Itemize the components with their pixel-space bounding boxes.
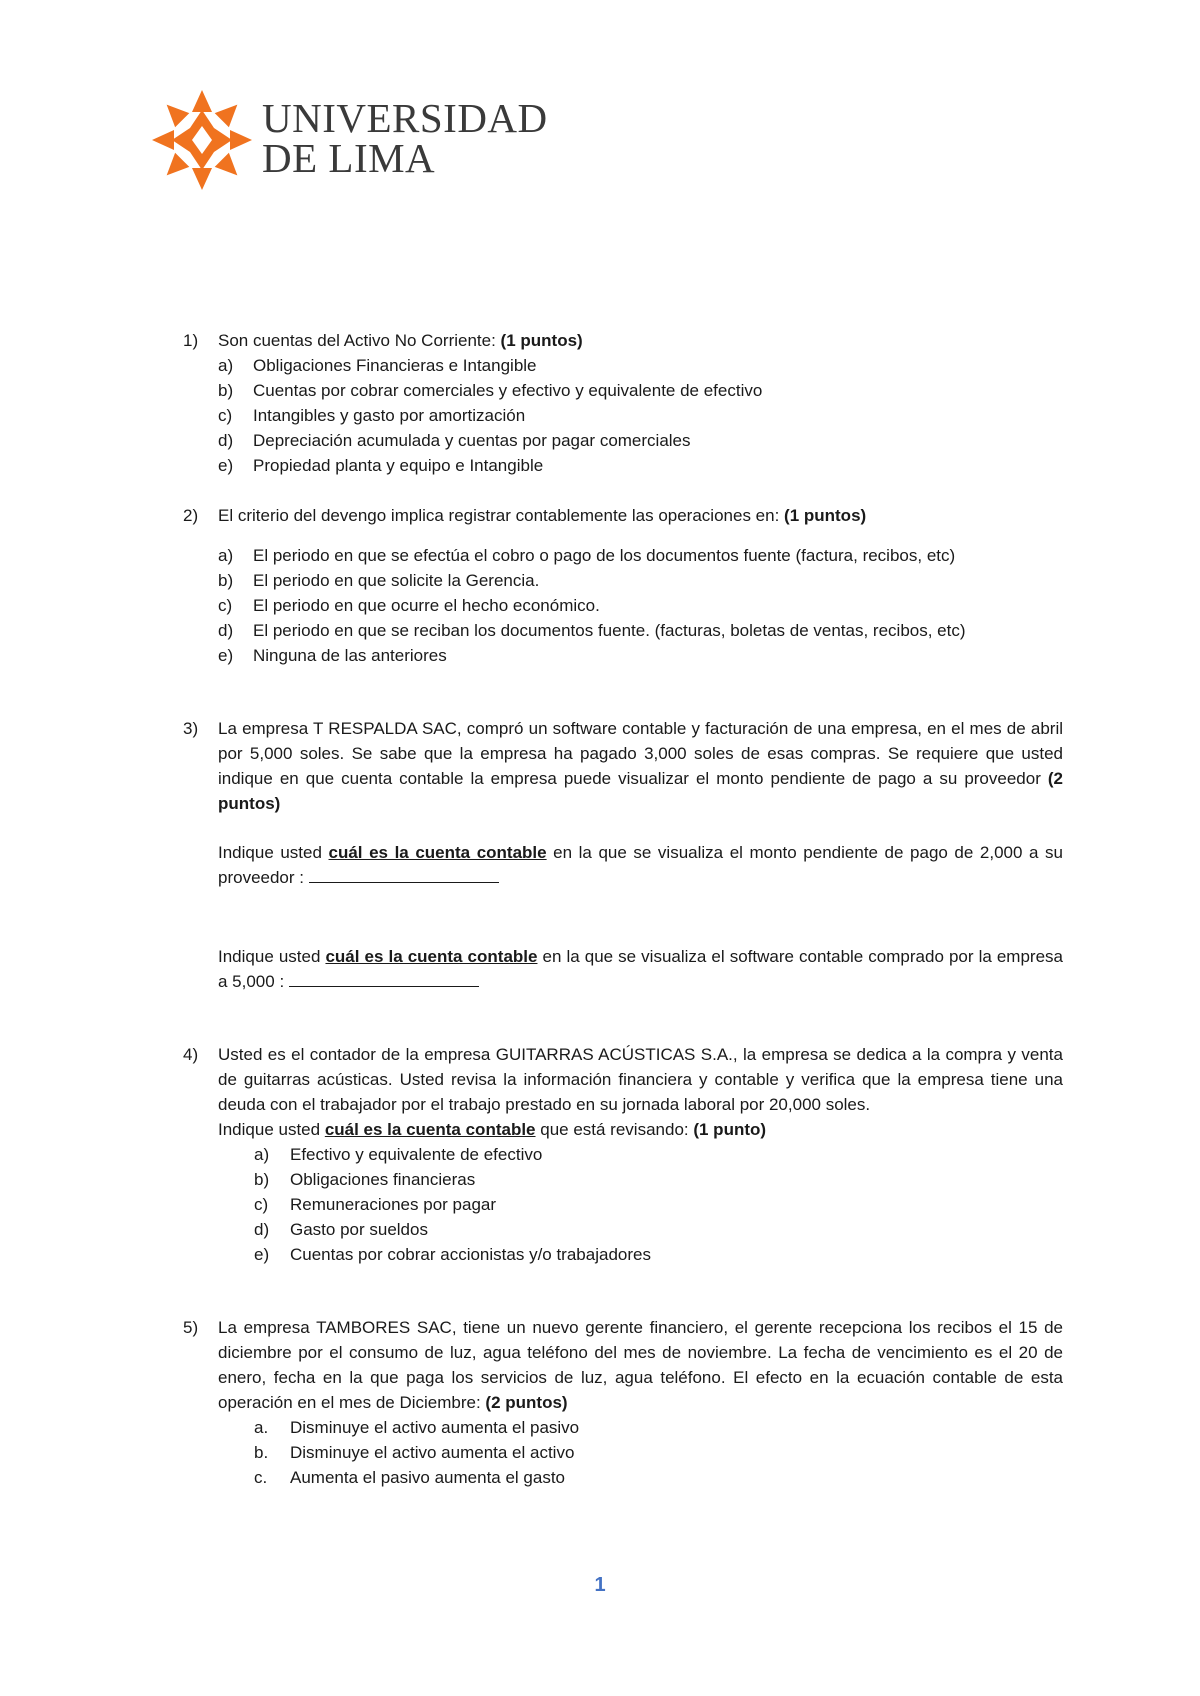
logo-line-2: DE LIMA <box>262 135 436 181</box>
option-a: a) El periodo en que se efectúa el cobro o pago de los documentos fuente (factura, recibos, etc) <box>218 546 956 565</box>
university-logo <box>150 88 570 198</box>
option-c: c) Remuneraciones por pagar <box>254 1195 497 1214</box>
option-d: d) El periodo en que se reciban los documentos fuente. (facturas, boletas de ventas, recibos, etc) <box>218 621 966 640</box>
question-text: Usted es el contador de la empresa GUITARRAS ACÚSTICAS S.A., la empresa se dedica a la compra y venta de guitarras acústicas. Usted revisa la información financiera y contable y verifica que la empresa tiene una deuda con el trabajador por el trabajo prestado en su jornada laboral por 20,000 soles. <box>218 1045 1063 1114</box>
option-e: e) Cuentas por cobrar accionistas y/o trabajadores <box>254 1245 651 1264</box>
question-points: (1 puntos) <box>784 506 867 525</box>
option-c: c) Intangibles y gasto por amortización <box>218 406 526 425</box>
option-b: b) Cuentas por cobrar comerciales y efectivo y equivalente de efectivo <box>218 381 763 400</box>
exam-content <box>183 328 1063 1490</box>
answer-blank-1[interactable] <box>309 866 499 883</box>
question-number: 2) <box>183 506 199 525</box>
page-number: 1 <box>594 1574 606 1596</box>
option-c: c) El periodo en que ocurre el hecho económico. <box>218 596 600 615</box>
question-points: (2 puntos) <box>218 769 1063 813</box>
option-c: c. Aumenta el pasivo aumenta el gasto <box>254 1468 566 1487</box>
star-logo-icon <box>150 88 254 192</box>
question-text: La empresa T RESPALDA SAC, compró un software contable y facturación de una empresa, en el mes de abril por 5,000 soles. Se sabe que la empresa ha pagado 3,000 soles de esas compras. Se requiere que usted indique en que cuenta contable la empresa puede visualizar el monto pendiente de pago a su proveedor <box>218 719 1063 788</box>
option-list <box>218 1142 1063 1267</box>
option-b: b) Obligaciones financieras <box>254 1170 476 1189</box>
question-text: El criterio del devengo implica registrar contablemente las operaciones en: <box>218 506 785 525</box>
question-points: (1 punto) <box>693 1120 767 1139</box>
answer-prompt-1: Indique usted cuál es la cuenta contable en la que se visualiza el monto pendiente de pago de 2,000 a su proveedor : <box>218 843 1064 887</box>
question-5 <box>183 1315 1063 1490</box>
option-a: a. Disminuye el activo aumenta el pasivo <box>254 1418 580 1437</box>
answer-blank-2[interactable] <box>289 970 479 987</box>
question-2 <box>183 503 1063 668</box>
question-ask: Indique usted cuál es la cuenta contable que está revisando: (1 punto) <box>218 1120 767 1139</box>
option-e: e) Ninguna de las anteriores <box>218 646 447 665</box>
question-number: 4) <box>183 1045 199 1064</box>
logo-line-1: UNIVERSIDAD <box>262 95 548 141</box>
question-4 <box>183 1042 1063 1267</box>
question-number: 5) <box>183 1318 199 1337</box>
question-text: Son cuentas del Activo No Corriente: <box>218 331 501 350</box>
option-e: e) Propiedad planta y equipo e Intangible <box>218 456 544 475</box>
option-list <box>218 543 1063 668</box>
option-b: b. Disminuye el activo aumenta el activo <box>254 1443 575 1462</box>
question-points: (2 puntos) <box>485 1393 568 1412</box>
question-1 <box>183 328 1063 478</box>
question-3 <box>183 716 1063 994</box>
question-number: 1) <box>183 331 199 350</box>
option-a: a) Efectivo y equivalente de efectivo <box>254 1145 543 1164</box>
option-d: d) Gasto por sueldos <box>254 1220 428 1239</box>
option-list <box>218 353 1063 478</box>
question-text: La empresa TAMBORES SAC, tiene un nuevo gerente financiero, el gerente recepciona los recibos el 15 de diciembre por el consumo de luz, agua teléfono del mes de noviembre. La fecha de vencimiento es el 20 de enero, fecha en la que paga los servicios de luz, agua teléfono. El efecto en la ecuación contable de esta operación en el mes de Diciembre: <box>218 1318 1063 1412</box>
logo-wordmark <box>262 95 548 181</box>
question-number: 3) <box>183 719 199 738</box>
question-points: (1 puntos) <box>500 331 583 350</box>
option-a: a) Obligaciones Financieras e Intangible <box>218 356 537 375</box>
option-b: b) El periodo en que solicite la Gerencia. <box>218 571 540 590</box>
option-d: d) Depreciación acumulada y cuentas por pagar comerciales <box>218 431 691 450</box>
answer-prompt-2: Indique usted cuál es la cuenta contable en la que se visualiza el software contable comprado por la empresa a 5,000 : <box>218 947 1063 991</box>
option-list <box>218 1415 1063 1490</box>
